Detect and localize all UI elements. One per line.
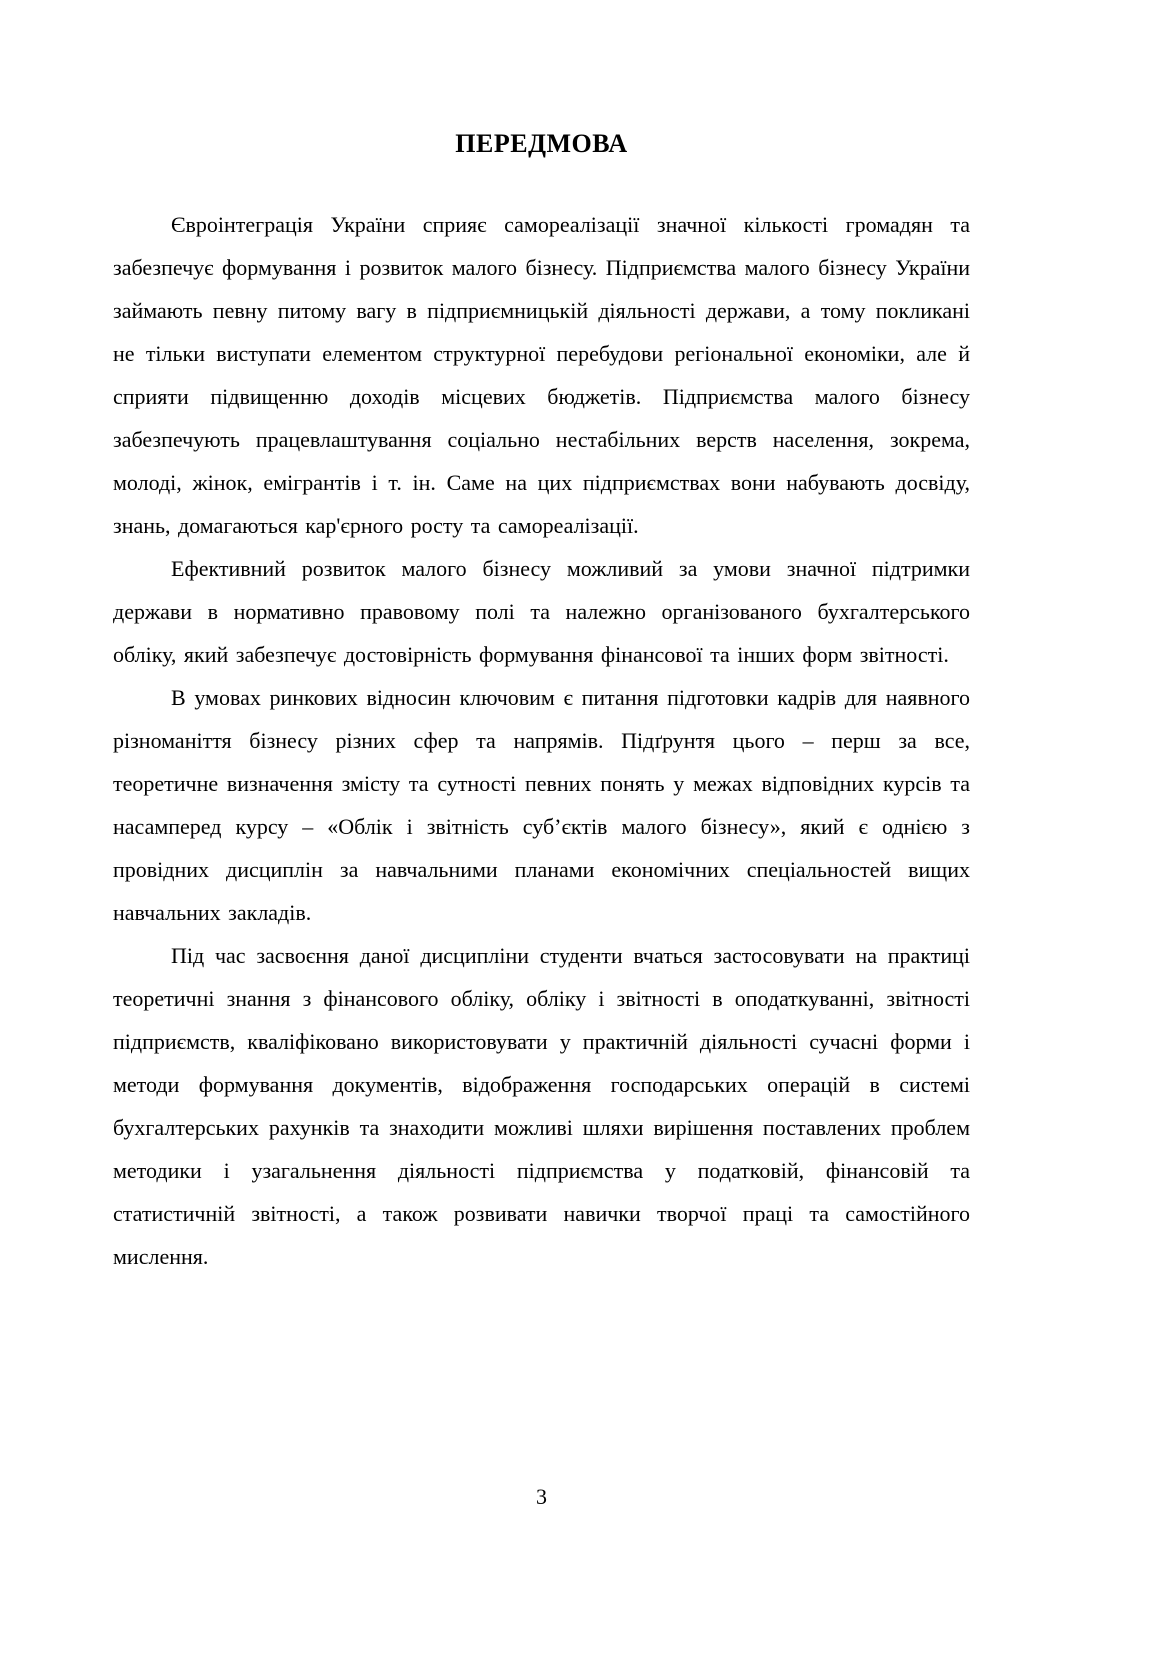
paragraph: Під час засвоєння даної дисципліни студенти вчаться застосовувати на практиці теоретичні знання з фінансового обліку, обліку і звітності в оподаткуванні, звітності підприємств, кваліфіковано використовувати у практичній діяльності сучасні форми і методи формування документів, відображення господарських операцій в системі бухгалтерських рахунків та знаходити можливі шляхи вирішення поставлених проблем методики і узагальнення діяльності підприємства у податковій, фінансовій та статистичній звітності, а також розвивати навички творчої праці та самостійного мислення. bbox=[113, 943, 970, 1270]
paragraph: Ефективний розвиток малого бізнесу можливий за умови значної підтримки держави в нормативно правовому полі та належно організованого бухгалтерського обліку, який забезпечує достовірність формування фінансової та інших форм звітності. bbox=[113, 556, 970, 668]
paragraph: В умовах ринкових відносин ключовим є питання підготовки кадрів для наявного різноманіття бізнесу різних сфер та напрямів. Підґрунтя цього – перш за все, теоретичне визначення змісту та сутності певних понять у межах відповідних курсів та насамперед курсу – «Облік і звітність суб’єктів малого бізнесу», який є однією з провідних дисциплін за навчальними планами економічних спеціальностей вищих навчальних закладів. bbox=[113, 685, 970, 926]
page-number: 3 bbox=[536, 1484, 547, 1509]
paragraph: Євроінтеграція України сприяє самореалізації значної кількості громадян та забезпечує формування і розвиток малого бізнесу. Підприємства малого бізнесу України займають певну питому вагу в підприємницькій діяльності держави, а тому покликані не тільки виступати елементом структурної перебудови регіональної економіки, але й сприяти підвищенню доходів місцевих бюджетів. Підприємства малого бізнесу забезпечують працевлаштування соціально нестабільних верств населення, зокрема, молоді, жінок, емігрантів і т. ін. Саме на цих підприємствах вони набувають досвіду, знань, домагаються кар'єрного росту та самореалізації. bbox=[113, 212, 970, 539]
page-title: ПЕРЕДМОВА bbox=[455, 129, 628, 158]
